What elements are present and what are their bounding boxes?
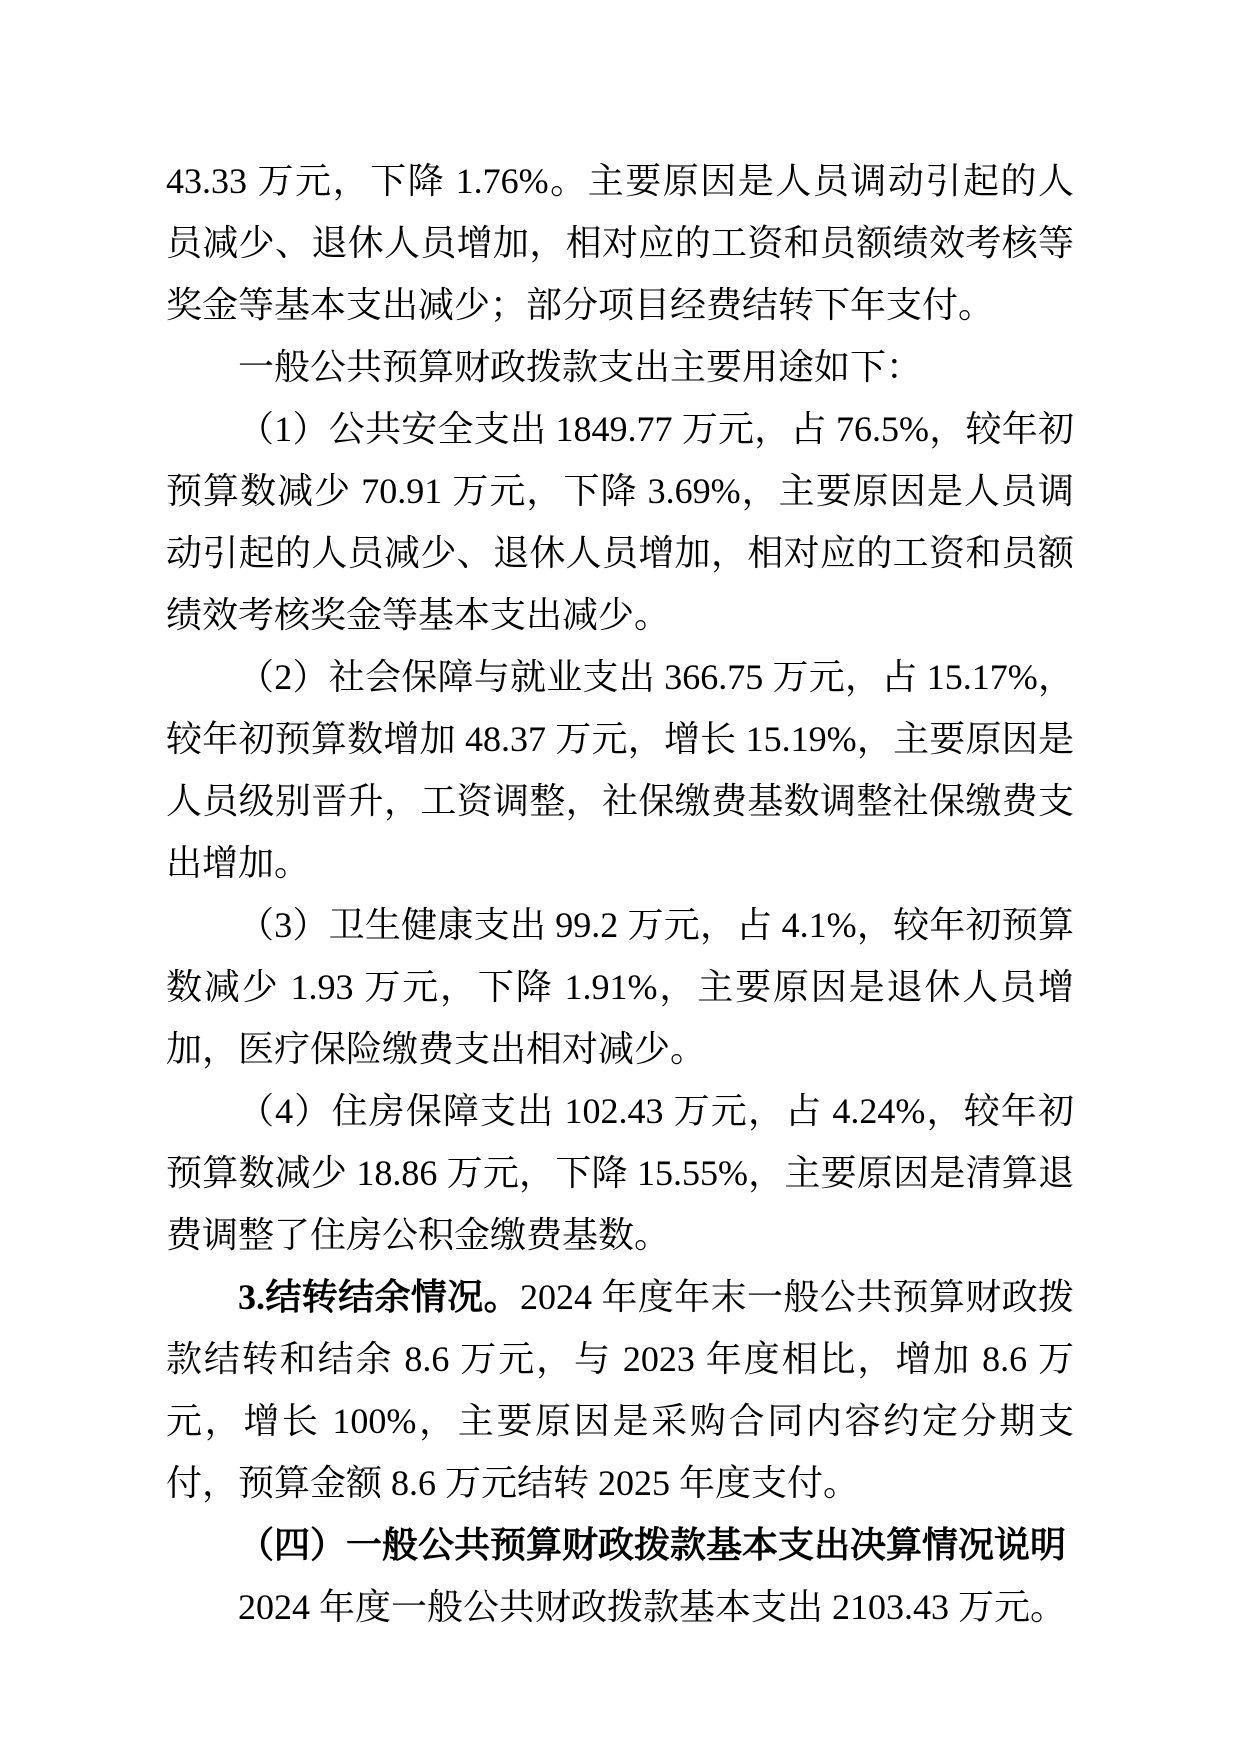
paragraph-item-3-health: （3）卫生健康支出 99.2 万元，占 4.1%，较年初预算数减少 1.93 万元，下降 1.91%，主要原因是退休人员增加，医疗保险缴费支出相对减少。 bbox=[166, 905, 1074, 1069]
carryover-balance-run-body: 2024 年度年末一般公共预算财政拨款结转和结余 8.6 万元，与 2023 年度相比，增加 8.6 万元，增长 100%，主要原因是采购合同内容约定分期支付，预算金额 8.6 万元结转 2025 年度支付。 bbox=[166, 1277, 1074, 1503]
paragraph-item-4-housing: （4）住房保障支出 102.43 万元，占 4.24%，较年初预算数减少 18.86 万元，下降 15.55%，主要原因是清算退费调整了住房公积金缴费基数。 bbox=[166, 1091, 1074, 1255]
paragraph-carryover-balance bbox=[166, 1266, 1074, 1514]
carryover-balance-run-heading: 3.结转结余情况。 bbox=[238, 1277, 521, 1317]
paragraph-expenditure-purpose-intro: 一般公共预算财政拨款支出主要用途如下： bbox=[238, 347, 923, 387]
paragraph-item-2-social-security: （2）社会保障与就业支出 366.75 万元，占 15.17%，较年初预算数增加 48.37 万元，增长 15.19%，主要原因是人员级别晋升，工资调整，社保缴费基数调整社保缴费支出增加。 bbox=[166, 657, 1074, 883]
paragraph-total-expenditure-change: 43.33 万元，下降 1.76%。主要原因是人员调动引起的人员减少、退休人员增加，相对应的工资和员额绩效考核等奖金等基本支出减少；部分项目经费结转下年支付。 bbox=[166, 161, 1074, 325]
paragraph-basic-expenditure-total: 2024 年度一般公共财政拨款基本支出 2103.43 万元。 bbox=[238, 1587, 1067, 1627]
heading-section-four: （四）一般公共预算财政拨款基本支出决算情况说明 bbox=[238, 1525, 1067, 1565]
paragraph-item-1-public-safety: （1）公共安全支出 1849.77 万元，占 76.5%，较年初预算数减少 70.91 万元，下降 3.69%，主要原因是人员调动引起的人员减少、退休人员增加，相对应的工资和员额绩效考核奖金等基本支出减少。 bbox=[166, 409, 1074, 635]
document-body bbox=[166, 150, 1074, 1638]
